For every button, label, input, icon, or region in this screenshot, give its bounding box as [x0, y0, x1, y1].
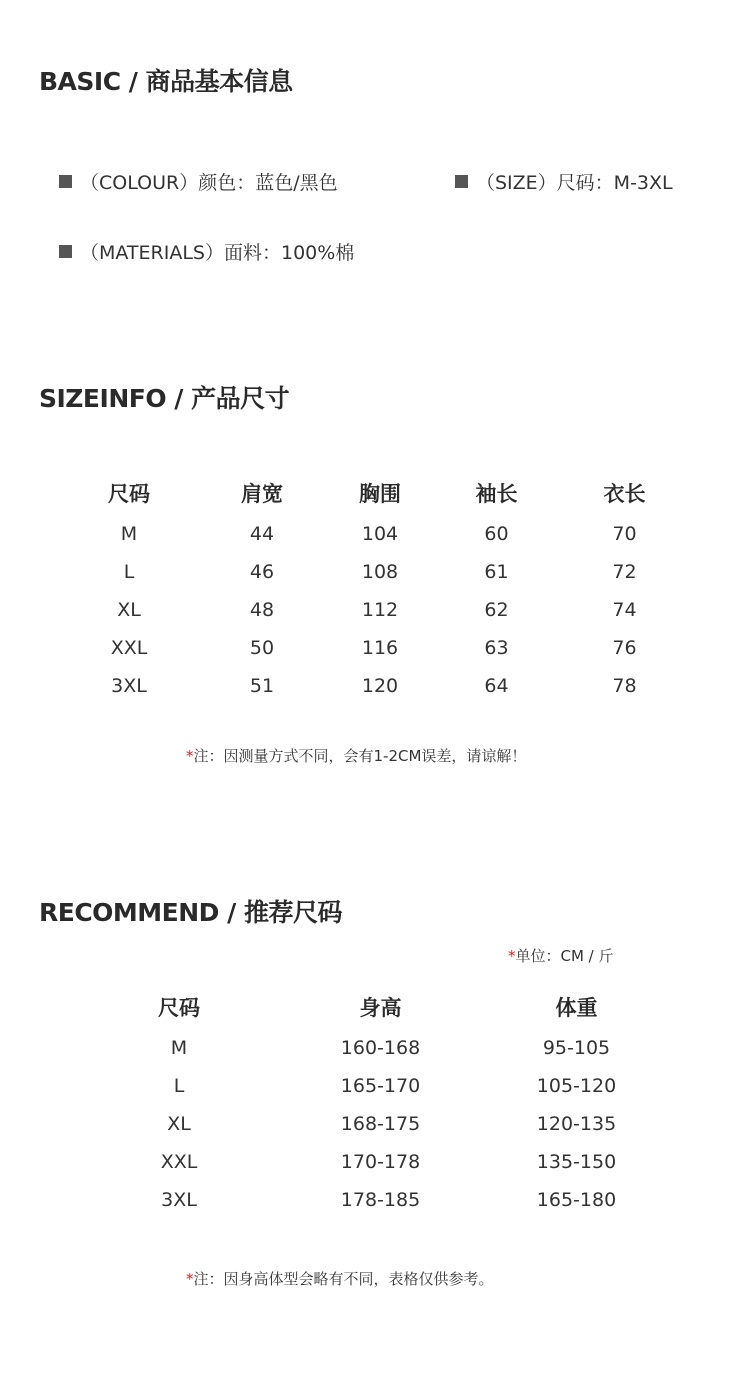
- column-header: 胸围: [359, 482, 401, 506]
- table-cell: 64: [484, 675, 509, 697]
- column-header: 衣长: [603, 482, 646, 506]
- materials-info-text: （MATERIALS）面料：100%棉: [80, 242, 355, 264]
- table-cell: 104: [361, 523, 399, 545]
- table-row: [90, 1105, 660, 1143]
- table-row: [70, 629, 680, 667]
- recommend-section-title: RECOMMEND / 推荐尺码: [39, 898, 342, 927]
- table-cell: 165-180: [536, 1189, 617, 1211]
- table-cell: 120-135: [536, 1113, 617, 1135]
- column-header: 身高: [359, 996, 402, 1020]
- column-header: 体重: [555, 996, 598, 1020]
- table-cell: 160-168: [340, 1037, 421, 1059]
- table-cell: 108: [361, 561, 399, 583]
- table-row: [70, 553, 680, 591]
- table-cell: 44: [249, 523, 275, 545]
- body-type-note-text: 注：因身高体型会略有不同，表格仅供参考。: [193, 1270, 494, 1288]
- note-star: *: [508, 947, 516, 965]
- table-row: [70, 515, 680, 553]
- colour-info: [59, 168, 338, 195]
- table-cell: 48: [249, 599, 275, 621]
- table-row: [90, 1029, 660, 1067]
- table-cell: 50: [249, 637, 275, 659]
- unit-note: [508, 945, 614, 966]
- column-header: 尺码: [108, 482, 150, 506]
- table-cell: 63: [484, 637, 509, 659]
- table-cell: M: [170, 1037, 188, 1059]
- square-bullet-icon: [59, 175, 72, 188]
- table-cell: 76: [612, 637, 637, 659]
- table-cell: XL: [167, 1113, 191, 1135]
- column-header: 袖长: [475, 482, 518, 506]
- column-header: 肩宽: [241, 482, 283, 506]
- table-cell: 46: [249, 561, 275, 583]
- table-header-row: [70, 471, 680, 515]
- recommend-table: [90, 985, 660, 1219]
- column-header: 尺码: [158, 996, 200, 1020]
- table-cell: 3XL: [161, 1189, 197, 1211]
- materials-info: [59, 238, 354, 265]
- square-bullet-icon: [455, 175, 468, 188]
- table-cell: 72: [612, 561, 637, 583]
- table-row: [90, 1067, 660, 1105]
- table-cell: M: [120, 523, 138, 545]
- table-row: [70, 667, 680, 705]
- measurement-note-text: 注：因测量方式不同，会有1-2CM误差，请谅解！: [193, 747, 527, 765]
- table-cell: 165-170: [340, 1075, 421, 1097]
- basic-section-title: BASIC / 商品基本信息: [39, 67, 293, 96]
- table-cell: 95-105: [542, 1037, 611, 1059]
- table-cell: XL: [117, 599, 141, 621]
- table-cell: 62: [484, 599, 509, 621]
- unit-note-text: 单位：CM / 斤: [515, 947, 614, 965]
- table-cell: 105-120: [536, 1075, 617, 1097]
- table-cell: 116: [361, 637, 399, 659]
- table-cell: 78: [612, 675, 637, 697]
- table-cell: 51: [249, 675, 275, 697]
- table-cell: 74: [612, 599, 637, 621]
- note-star: *: [186, 747, 194, 765]
- table-header-row: [90, 985, 660, 1029]
- table-cell: 112: [361, 599, 399, 621]
- table-cell: 178-185: [340, 1189, 421, 1211]
- table-cell: XXL: [160, 1151, 198, 1173]
- table-cell: L: [123, 561, 135, 583]
- body-type-note: [186, 1268, 494, 1289]
- table-cell: L: [173, 1075, 185, 1097]
- table-row: [90, 1181, 660, 1219]
- table-cell: 60: [484, 523, 509, 545]
- table-cell: 3XL: [111, 675, 147, 697]
- table-row: [70, 591, 680, 629]
- colour-info-text: （COLOUR）颜色：蓝色/黑色: [80, 172, 338, 194]
- note-star: *: [186, 1270, 194, 1288]
- size-info-text: （SIZE）尺码：M-3XL: [476, 172, 673, 194]
- table-cell: 135-150: [536, 1151, 617, 1173]
- size-info-table: [70, 471, 680, 705]
- table-cell: 168-175: [340, 1113, 421, 1135]
- measurement-note: [186, 745, 526, 766]
- table-cell: 70: [612, 523, 637, 545]
- table-row: [90, 1143, 660, 1181]
- table-cell: 61: [484, 561, 509, 583]
- sizeinfo-section-title: SIZEINFO / 产品尺寸: [39, 384, 290, 413]
- size-info: [455, 168, 673, 195]
- table-cell: 170-178: [340, 1151, 421, 1173]
- square-bullet-icon: [59, 245, 72, 258]
- table-cell: XXL: [110, 637, 148, 659]
- table-cell: 120: [361, 675, 399, 697]
